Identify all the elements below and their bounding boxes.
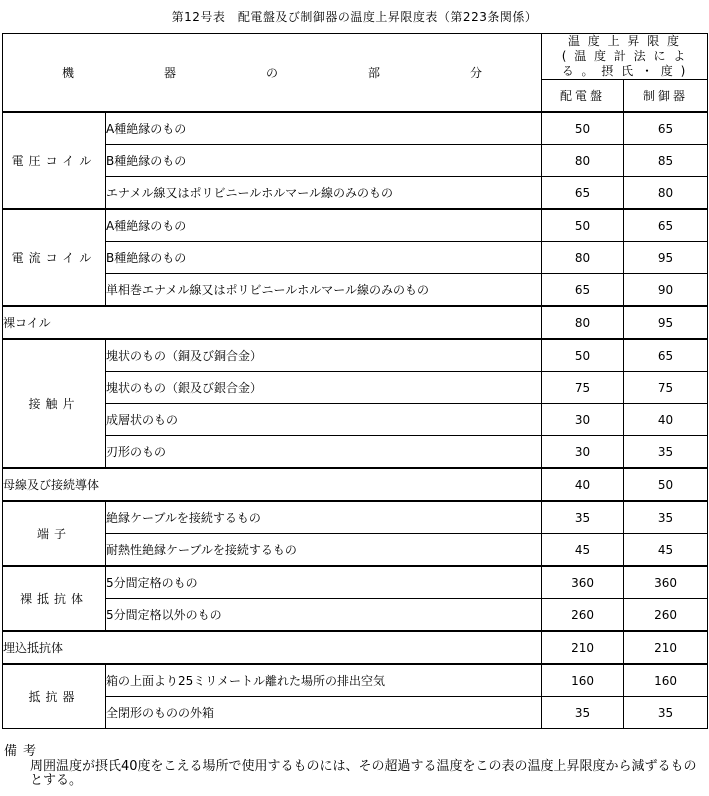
- controller-value: 160: [624, 664, 708, 697]
- category-cell: 電流コイル: [3, 209, 106, 306]
- notes-section: [4, 740, 704, 788]
- table-row: [3, 112, 708, 145]
- table-row: [3, 697, 708, 729]
- part-char: 部: [368, 66, 381, 80]
- switchboard-value: 80: [542, 145, 624, 177]
- controller-value: 65: [624, 209, 708, 242]
- table-row: [3, 631, 708, 664]
- table-row: [3, 242, 708, 274]
- temperature-limit-table: [2, 33, 708, 729]
- subcategory-cell: 5分間定格のもの: [106, 566, 542, 599]
- table-row: [3, 274, 708, 307]
- controller-value: 35: [624, 436, 708, 469]
- subcategory-cell: 単相巻エナメル線又はポリビニールホルマール線のみのもの: [106, 274, 542, 307]
- switchboard-value: 360: [542, 566, 624, 599]
- subcategory-cell: エナメル線又はポリビニールホルマール線のみのもの: [106, 177, 542, 210]
- switchboard-value: 40: [542, 468, 624, 501]
- table-row: [3, 306, 708, 339]
- controller-value: 95: [624, 242, 708, 274]
- subcategory-cell: 塊状のもの（銀及び銀合金）: [106, 372, 542, 404]
- switchboard-value: 260: [542, 599, 624, 632]
- subcategory-cell: 全閉形のものの外箱: [106, 697, 542, 729]
- controller-value: 35: [624, 697, 708, 729]
- switchboard-value: 80: [542, 242, 624, 274]
- controller-value: 260: [624, 599, 708, 632]
- part-char: 器: [163, 66, 176, 80]
- table-row: [3, 372, 708, 404]
- switchboard-value: 65: [542, 177, 624, 210]
- table-row: [3, 404, 708, 436]
- part-char: 分: [470, 66, 483, 80]
- table-row: [3, 145, 708, 177]
- controller-value: 50: [624, 468, 708, 501]
- category-cell: 電圧コイル: [3, 112, 106, 209]
- controller-value: 40: [624, 404, 708, 436]
- controller-value: 45: [624, 534, 708, 567]
- switchboard-value: 50: [542, 339, 624, 372]
- controller-value: 75: [624, 372, 708, 404]
- switchboard-value: 30: [542, 404, 624, 436]
- table-row: [3, 534, 708, 567]
- switchboard-value: 75: [542, 372, 624, 404]
- part-char: の: [266, 66, 279, 80]
- equipment-part-header: [3, 34, 542, 113]
- table-row: [3, 664, 708, 697]
- subcategory-cell: 刃形のもの: [106, 436, 542, 469]
- controller-value: 90: [624, 274, 708, 307]
- switchboard-value: 160: [542, 664, 624, 697]
- switchboard-value: 210: [542, 631, 624, 664]
- switchboard-value: 45: [542, 534, 624, 567]
- part-char: 機: [61, 66, 74, 80]
- controller-value: 210: [624, 631, 708, 664]
- table-row: [3, 566, 708, 599]
- notes-heading: 備考: [4, 744, 43, 759]
- switchboard-value: 65: [542, 274, 624, 307]
- table-body: [3, 112, 708, 729]
- switchboard-column-header: 配電盤: [542, 80, 624, 113]
- subcategory-cell: 箱の上面より25ミリメートル離れた場所の排出空気: [106, 664, 542, 697]
- switchboard-value: 30: [542, 436, 624, 469]
- table-title: 第12号表 配電盤及び制御器の温度上昇限度表（第223条関係）: [171, 10, 538, 24]
- subcategory-cell: A種絶縁のもの: [106, 112, 542, 145]
- subcategory-cell: B種絶縁のもの: [106, 242, 542, 274]
- subcategory-cell: 5分間定格以外のもの: [106, 599, 542, 632]
- controller-value: 65: [624, 112, 708, 145]
- category-cell: 埋込抵抗体: [3, 631, 542, 664]
- controller-value: 80: [624, 177, 708, 210]
- temperature-limit-header: 温 度 上 昇 限 度 ( 温 度 計 法 に よ る 。 摂 氏 ・ 度 ): [542, 34, 708, 80]
- category-cell: 母線及び接続導体: [3, 468, 542, 501]
- switchboard-value: 35: [542, 697, 624, 729]
- category-cell: 裸抵抗体: [3, 566, 106, 631]
- switchboard-value: 80: [542, 306, 624, 339]
- table-row: [3, 339, 708, 372]
- table-row: [3, 501, 708, 534]
- table-row: [3, 599, 708, 632]
- category-cell: 接触片: [3, 339, 106, 468]
- controller-value: 95: [624, 306, 708, 339]
- switchboard-value: 50: [542, 112, 624, 145]
- controller-value: 65: [624, 339, 708, 372]
- controller-value: 360: [624, 566, 708, 599]
- controller-value: 35: [624, 501, 708, 534]
- subcategory-cell: 成層状のもの: [106, 404, 542, 436]
- subcategory-cell: 塊状のもの（銅及び銅合金）: [106, 339, 542, 372]
- controller-value: 85: [624, 145, 708, 177]
- subcategory-cell: B種絶縁のもの: [106, 145, 542, 177]
- notes-text: 周囲温度が摂氏40度をこえる場所で使用するものには、その超過する温度をこの表の温度上昇限度から減ずるものとする。: [30, 759, 697, 788]
- subcategory-cell: A種絶縁のもの: [106, 209, 542, 242]
- subcategory-cell: 絶縁ケーブルを接続するもの: [106, 501, 542, 534]
- table-row: [3, 468, 708, 501]
- category-cell: 端子: [3, 501, 106, 566]
- switchboard-value: 35: [542, 501, 624, 534]
- table-row: [3, 436, 708, 469]
- category-cell: 裸コイル: [3, 306, 542, 339]
- table-row: [3, 209, 708, 242]
- table-row: [3, 177, 708, 210]
- switchboard-value: 50: [542, 209, 624, 242]
- category-cell: 抵抗器: [3, 664, 106, 729]
- controller-column-header: 制御器: [624, 80, 708, 113]
- subcategory-cell: 耐熱性絶縁ケーブルを接続するもの: [106, 534, 542, 567]
